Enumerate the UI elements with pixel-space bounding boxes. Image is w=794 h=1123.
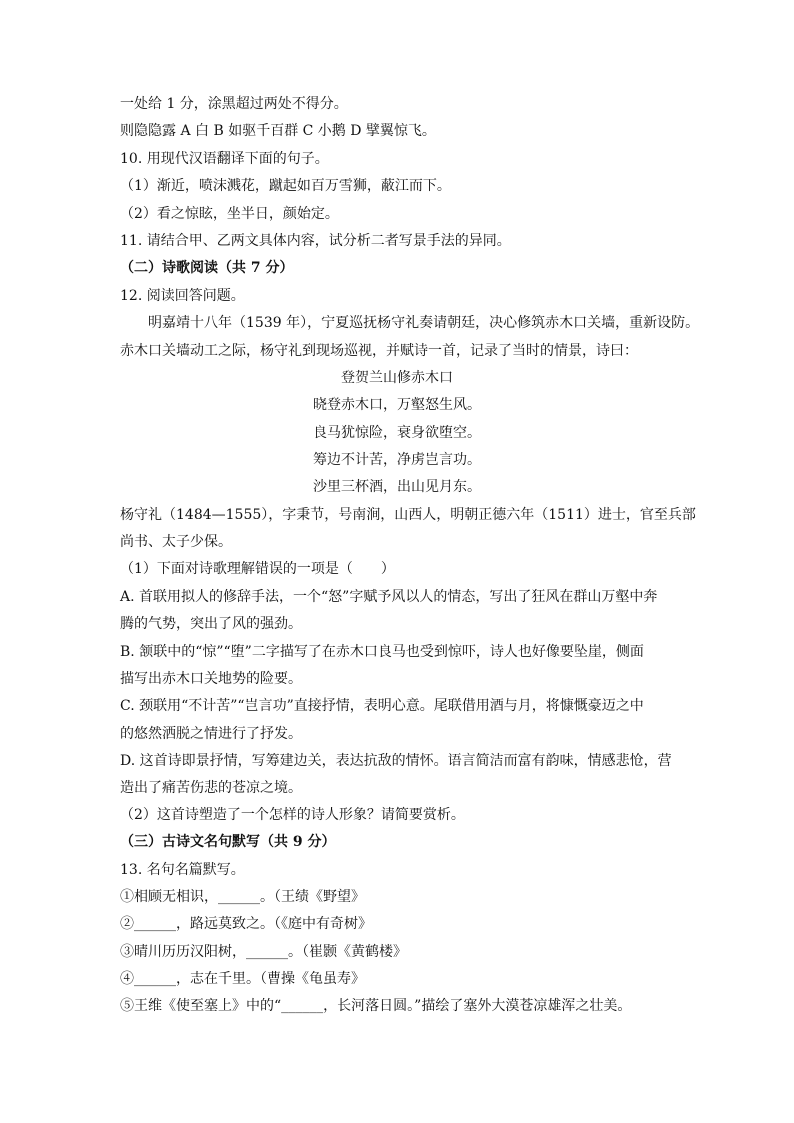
option-c: C. 颈联用“不计苦”“岂言功”直接抒情，表明心意。尾联借用酒与月，将慷慨豪迈之中 <box>120 698 644 714</box>
poem-line: 良马犹惊险，衰身欲堕空。 <box>313 425 481 441</box>
text-line: 则隐隐露 A 白 B 如驱千百群 C 小鹅 D 擘翼惊飞。 <box>120 123 436 139</box>
poem-line: 沙里三杯酒，出山见月东。 <box>313 479 481 495</box>
text-line: 一处给 1 分，涂黑超过两处不得分。 <box>120 96 348 112</box>
text-line: 腾的气势，突出了风的强劲。 <box>120 616 302 632</box>
section-heading: （三）古诗文名句默写（共 9 分） <box>120 834 336 850</box>
text-line: （2）看之惊眩，坐半日，颜始定。 <box>120 206 339 222</box>
fill-blank-item: ①相顾无相识，______。（王绩《野望》 <box>120 889 365 905</box>
question-11: 11. 请结合甲、乙两文具体内容，试分析二者写景手法的异同。 <box>120 233 511 249</box>
text-line: 赤木口关墙动工之际，杨守礼到现场巡视，并赋诗一首，记录了当时的情景，诗曰： <box>120 343 638 359</box>
option-b: B. 颔联中的“惊”“堕”二字描写了在赤木口良马也受到惊吓，诗人也好像要坠崖，侧面 <box>120 644 644 660</box>
poem-title: 登贺兰山修赤木口 <box>341 370 453 386</box>
question-13: 13. 名句名篇默写。 <box>120 862 245 878</box>
fill-blank-item: ②______，路远莫致之。（《庭中有奇树》 <box>120 916 372 932</box>
text-line: 描写出赤木口关地势的险要。 <box>120 671 302 687</box>
fill-blank-item: ⑤王维《使至塞上》中的“______，长河落日圆。”描绘了塞外大漠苍凉雄浑之壮美。 <box>120 998 632 1014</box>
sub-question: （1）下面对诗歌理解错误的一项是（ ） <box>120 561 395 577</box>
question-12: 12. 阅读回答问题。 <box>120 288 245 304</box>
section-heading: （二）诗歌阅读（共 7 分） <box>120 260 294 276</box>
fill-blank-item: ③晴川历历汉阳树，______。（崔颢《黄鹤楼》 <box>120 944 407 960</box>
option-a: A. 首联用拟人的修辞手法，一个“怒”字赋予风以人的情态，写出了狂风在群山万壑中奔 <box>120 589 658 605</box>
text-line: 的悠然洒脱之情进行了抒发。 <box>120 726 302 742</box>
poem-line: 筹边不计苦，净虏岂言功。 <box>313 452 481 468</box>
text-line: 明嘉靖十八年（1539 年），宁夏巡抚杨守礼奏请朝廷，决心修筑赤木口关墙，重新设防。 <box>148 315 700 331</box>
text-line: 造出了痛苦伤悲的苍凉之境。 <box>120 780 302 796</box>
question-10: 10. 用现代汉语翻译下面的句子。 <box>120 151 329 167</box>
text-line: （1）渐近，喷沫溅花，蹴起如百万雪狮，蔽江而下。 <box>120 178 451 194</box>
text-line: 杨守礼（1484—1555），字秉节，号南涧，山西人，明朝正德六年（1511）进士，官至兵部 <box>120 507 696 523</box>
poem-line: 晓登赤木口，万壑怒生风。 <box>313 397 481 413</box>
fill-blank-item: ④______，志在千里。（曹操《龟虽寿》 <box>120 971 365 987</box>
sub-question: （2）这首诗塑造了一个怎样的诗人形象？请简要赏析。 <box>120 807 465 823</box>
text-line: 尚书、太子少保。 <box>120 534 232 550</box>
option-d: D. 这首诗即景抒情，写筹建边关，表达抗敌的情怀。语言简洁而富有韵味，情感悲怆，营 <box>120 753 672 769</box>
